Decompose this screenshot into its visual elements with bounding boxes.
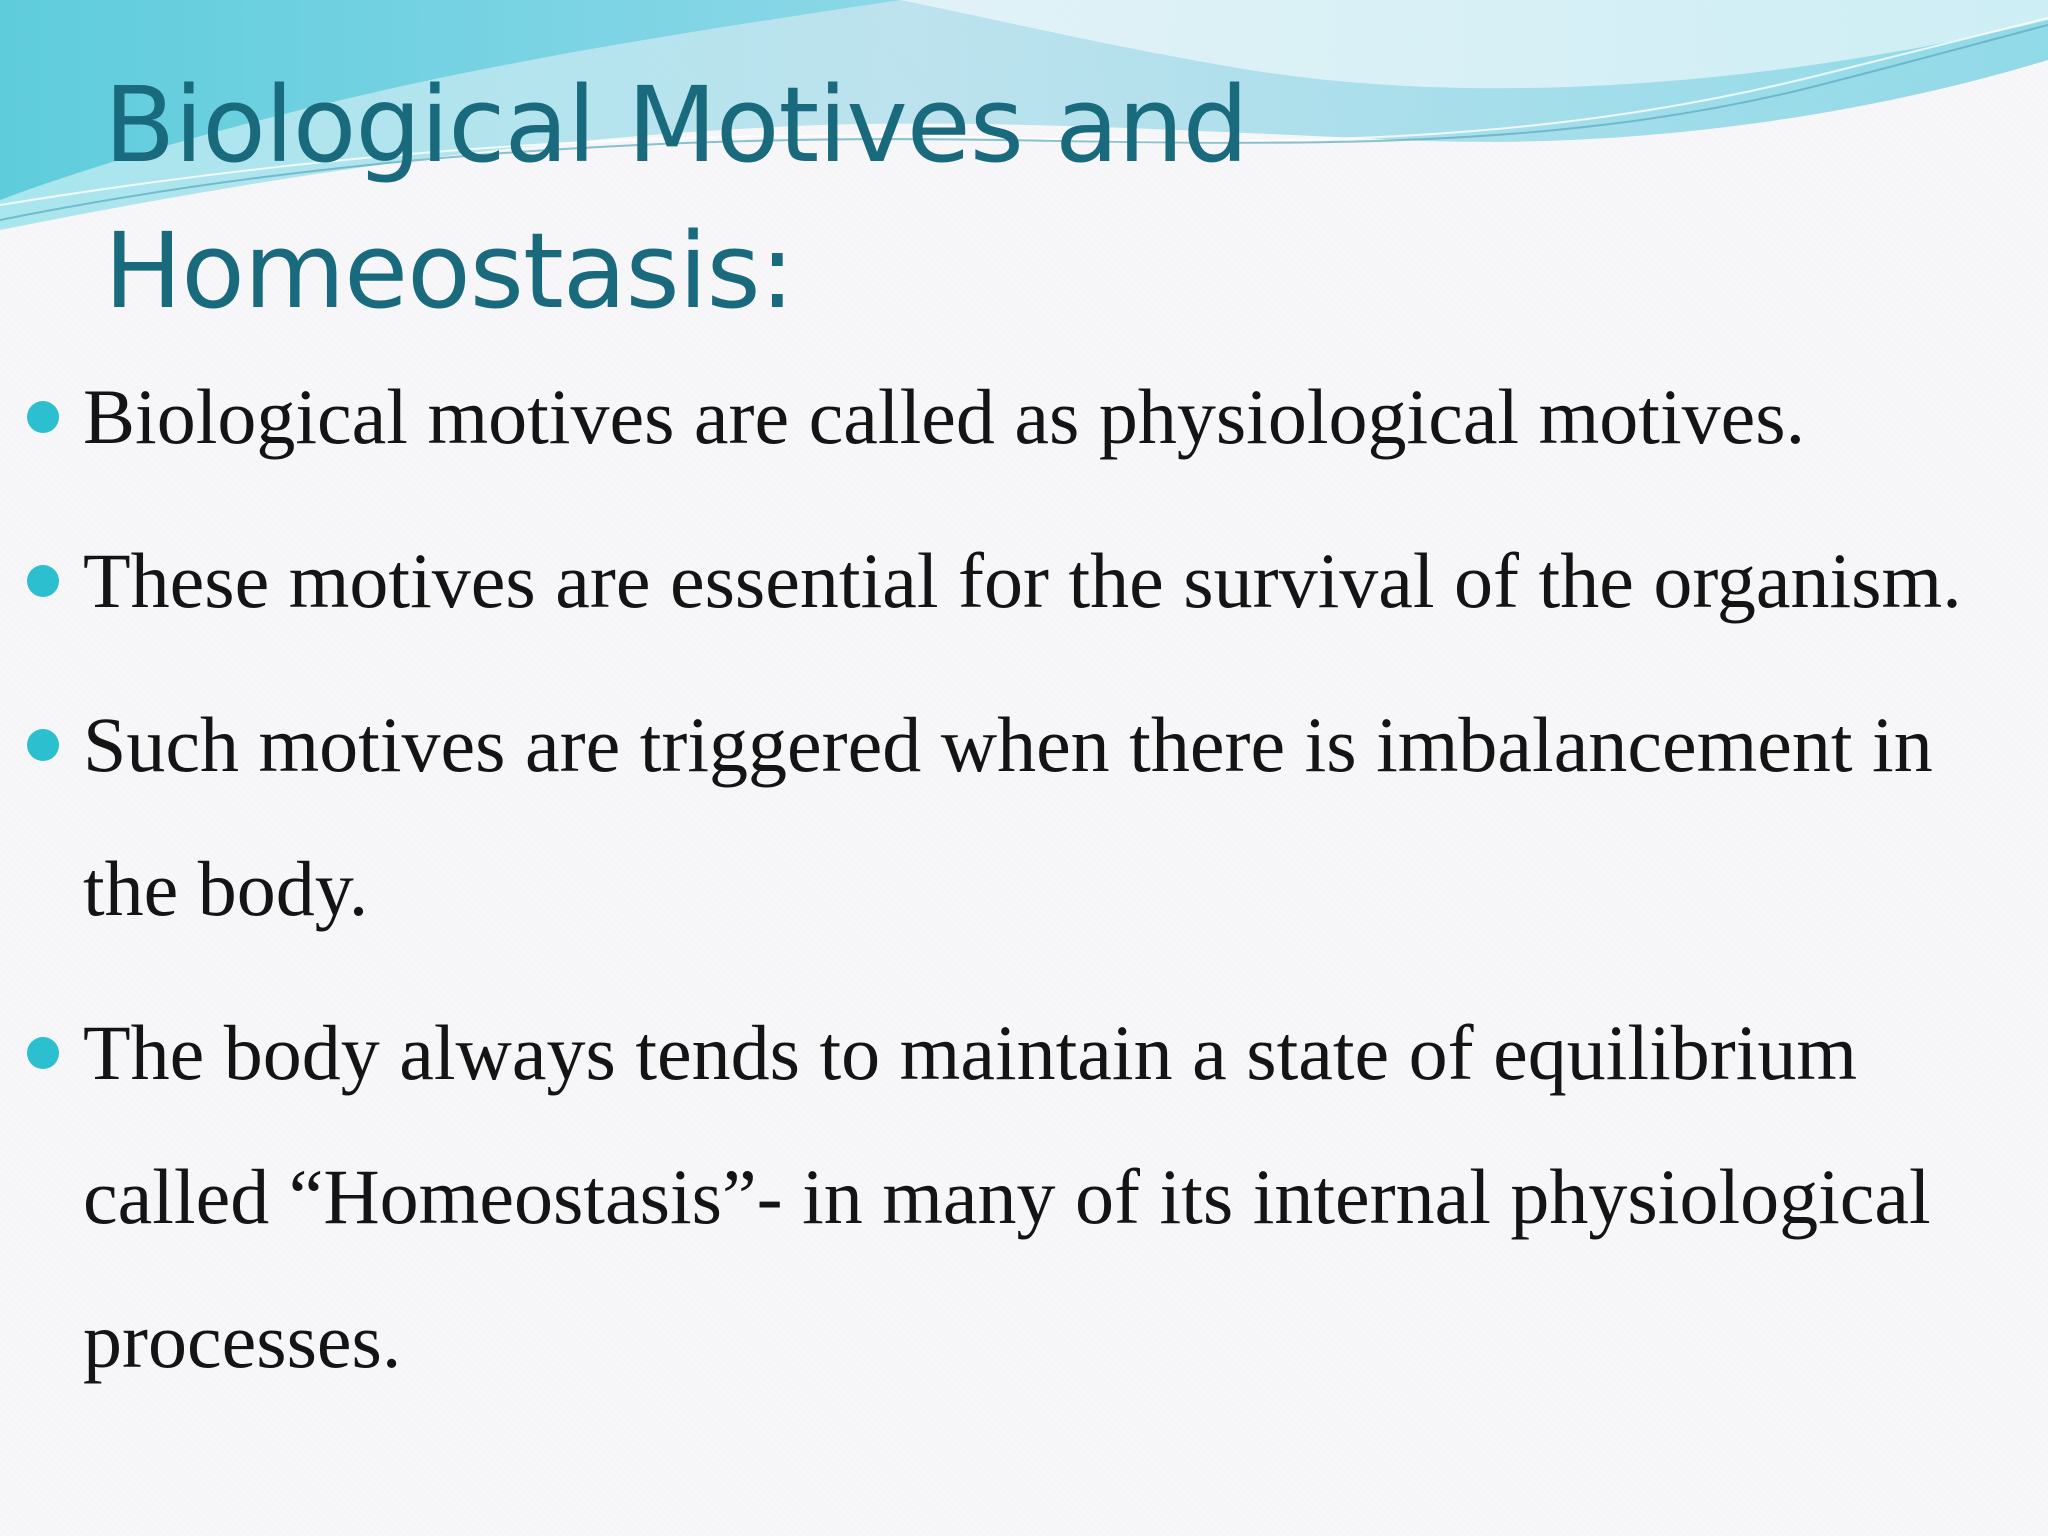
bullet-item	[0, 509, 2048, 653]
bullet-item	[0, 981, 2048, 1413]
bullet-text: Such motives are triggered when there is imbalancement in the body.	[83, 701, 1933, 932]
bullet-item	[0, 345, 2048, 489]
bullet-list	[0, 345, 2048, 1433]
bullet-text: Biological motives are called as physiological motives.	[83, 373, 1806, 460]
bullet-item	[0, 673, 2048, 961]
slide-title	[104, 52, 1604, 344]
bullet-dot-icon	[27, 565, 59, 597]
bullet-text: The body always tends to maintain a state of equilibrium called “Homeostasis”- in many of its internal physiological processes.	[83, 1009, 1931, 1384]
title-line-2: Homeostasis:	[104, 210, 794, 332]
bullet-text: These motives are essential for the survival of the organism.	[83, 537, 1962, 624]
bullet-dot-icon	[27, 401, 59, 433]
title-line-1: Biological Motives and	[104, 64, 1248, 186]
bullet-dot-icon	[27, 1037, 59, 1069]
bullet-dot-icon	[27, 729, 59, 761]
